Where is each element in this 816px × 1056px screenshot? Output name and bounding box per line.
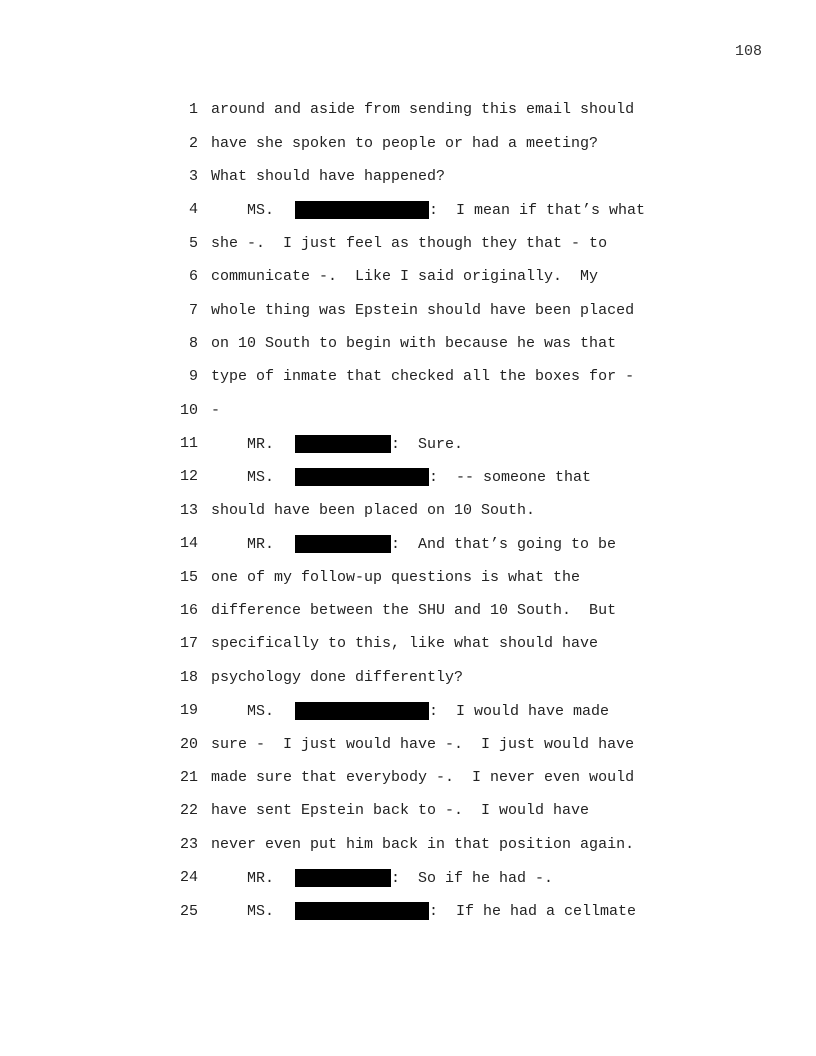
- transcript-line: [170, 794, 690, 827]
- line-text: around and aside from sending this email should: [211, 101, 635, 119]
- line-number: 9: [188, 368, 198, 386]
- transcript-lines: [170, 93, 690, 928]
- transcript-line: [170, 694, 690, 727]
- line-text: made sure that everybody -. I never even would: [211, 769, 635, 786]
- line-text: [211, 869, 553, 887]
- line-number: 6: [188, 268, 198, 286]
- line-number: 12: [179, 468, 198, 486]
- transcript-line: [170, 661, 690, 694]
- speaker-statement: : So if he had -.: [391, 869, 554, 887]
- transcript-line: [170, 560, 690, 593]
- speaker-title: MR.: [247, 869, 275, 887]
- speaker-statement: : If he had a cellmate: [429, 903, 637, 921]
- transcript-line: [170, 360, 690, 393]
- line-text: she -. I just feel as though they that - to: [211, 234, 608, 252]
- redaction-bar: [295, 702, 429, 720]
- line-text: [211, 201, 645, 219]
- transcript-line: [170, 727, 690, 760]
- line-number: 17: [179, 635, 198, 653]
- line-number: 24: [179, 869, 198, 887]
- line-number: 15: [179, 568, 198, 586]
- speaker-title: MS.: [247, 201, 275, 219]
- speaker-statement: : I mean if that’s what: [429, 201, 646, 219]
- line-number: 16: [179, 602, 198, 620]
- line-text: type of inmate that checked all the boxes for -: [211, 368, 635, 386]
- line-number: 1: [188, 101, 198, 119]
- transcript-line: [170, 894, 690, 927]
- transcript-line: [170, 494, 690, 527]
- transcript-line: [170, 126, 690, 159]
- line-number: 10: [179, 401, 198, 419]
- line-text: never even put him back in that position again.: [211, 835, 635, 853]
- line-text: should have been placed on 10 South.: [211, 501, 536, 519]
- transcript-line: [170, 260, 690, 293]
- line-number: 5: [188, 234, 198, 252]
- speaker-title: MS.: [247, 468, 275, 486]
- line-text: What should have happened?: [211, 167, 446, 185]
- transcript-line: [170, 527, 690, 560]
- line-text: communicate -. Like I said originally. My: [211, 268, 599, 286]
- transcript-line: [170, 861, 690, 894]
- line-number: 19: [179, 702, 198, 720]
- redaction-bar: [295, 201, 429, 219]
- line-number: 22: [179, 802, 198, 820]
- line-text: sure - I just would have -. I just would have: [211, 735, 635, 753]
- transcript-line: [170, 460, 690, 493]
- redaction-bar: [295, 435, 391, 453]
- line-number: 4: [188, 201, 198, 219]
- line-text: [211, 435, 463, 453]
- line-text: whole thing was Epstein should have been placed: [211, 301, 635, 319]
- line-number: 8: [188, 334, 198, 352]
- line-text: -: [211, 401, 221, 419]
- transcript-line: [170, 427, 690, 460]
- speaker-statement: : -- someone that: [429, 468, 592, 486]
- speaker-title: MR.: [247, 435, 275, 453]
- transcript-line: [170, 394, 690, 427]
- line-text: on 10 South to begin with because he was that: [211, 334, 617, 352]
- line-text: have sent Epstein back to -. I would have: [211, 802, 590, 820]
- line-text: [211, 702, 609, 720]
- transcript-line: [170, 594, 690, 627]
- line-number: 23: [179, 835, 198, 853]
- line-text: psychology done differently?: [211, 668, 464, 686]
- transcript-line: [170, 627, 690, 660]
- transcript-line: [170, 93, 690, 126]
- speaker-statement: : I would have made: [429, 702, 610, 720]
- line-number: 18: [179, 668, 198, 686]
- transcript-line: [170, 761, 690, 794]
- redaction-bar: [295, 468, 429, 486]
- transcript-line: [170, 828, 690, 861]
- page-number: 108: [734, 43, 762, 60]
- line-text: have she spoken to people or had a meeting?: [211, 134, 599, 152]
- line-number: 21: [179, 769, 198, 786]
- line-number: 20: [179, 735, 198, 753]
- line-text: [211, 468, 591, 486]
- speaker-statement: : Sure.: [391, 435, 464, 453]
- transcript-line: [170, 293, 690, 326]
- line-text: difference between the SHU and 10 South. But: [211, 602, 617, 620]
- line-number: 25: [179, 902, 198, 920]
- line-text: specifically to this, like what should have: [211, 635, 599, 653]
- line-number: 7: [188, 301, 198, 319]
- speaker-title: MS.: [247, 702, 275, 720]
- line-number: 3: [188, 167, 198, 185]
- line-number: 11: [179, 435, 198, 453]
- line-text: [211, 535, 616, 553]
- speaker-statement: : And that’s going to be: [391, 535, 617, 553]
- line-number: 13: [179, 501, 198, 519]
- transcript-line: [170, 193, 690, 226]
- line-number: 2: [188, 134, 198, 152]
- redaction-bar: [295, 869, 391, 887]
- redaction-bar: [295, 535, 391, 553]
- transcript-line: [170, 227, 690, 260]
- speaker-title: MR.: [247, 535, 275, 553]
- transcript-line: [170, 160, 690, 193]
- line-text: [211, 902, 636, 920]
- line-text: one of my follow-up questions is what the: [211, 568, 581, 586]
- line-number: 14: [179, 535, 198, 553]
- speaker-title: MS.: [247, 903, 275, 921]
- transcript-line: [170, 327, 690, 360]
- redaction-bar: [295, 902, 429, 920]
